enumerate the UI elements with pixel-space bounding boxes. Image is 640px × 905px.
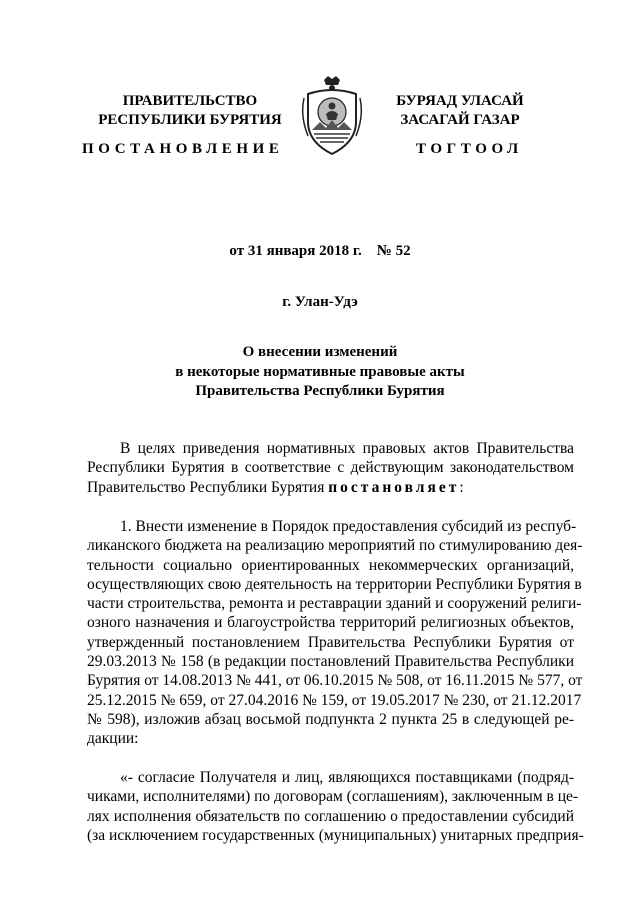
quoted-amendment [87, 768, 584, 845]
document-title [0, 343, 640, 402]
doc-type-left: ПОСТАНОВЛЕНИЕ [82, 141, 284, 157]
decision-keyword: постановляет [328, 478, 460, 496]
paragraph-line: части строительства, ремонта и реставрации зданий и сооружений религи- [87, 595, 582, 613]
paragraph-1 [87, 517, 583, 749]
preamble [87, 439, 574, 497]
paragraph-line: № 598), изложив абзац восьмой подпункта 2 пункта 25 в следующей ре- [87, 710, 574, 728]
title-line2: в некоторые нормативные правовые акты [175, 363, 465, 380]
preamble-line: В целях приведения нормативных правовых актов Правительства [120, 440, 574, 457]
paragraph-line: тельности социально ориентированных некоммерческих организаций, [87, 556, 574, 574]
org-name-right-line2: ЗАСАГАЙ ГАЗАР [400, 112, 520, 128]
org-name-right [375, 92, 545, 130]
paragraph-line: 1. Внести изменение в Порядок предоставления субсидий из респуб- [120, 518, 577, 535]
date-number: от 31 января 2018 г. № 52 [229, 243, 411, 259]
preamble-line-final [87, 478, 574, 497]
preamble-text: Правительство Республики Бурятия [87, 478, 329, 496]
org-name-right-line1: БУРЯАД УЛАСАЙ [396, 93, 524, 109]
title-line3: Правительства Республики Бурятия [195, 383, 445, 399]
city: г. Улан-Удэ [282, 294, 358, 310]
quote-line: (за исключением государственных (муниципальных) унитарных предприя- [87, 826, 584, 844]
paragraph-line: осуществляющих свою деятельность на территории Республики Бурятия в [87, 575, 582, 593]
quote-line: чиками, исполнителями) по договорам (соглашениям), заключенным в це- [87, 788, 579, 806]
coat-of-arms-emblem [298, 76, 366, 158]
paragraph-line: дакции: [87, 730, 139, 748]
quote-line: «- согласие Получателя и лиц, являющихся поставщиками (подряд- [120, 769, 574, 786]
paragraph-line: озного назначения и благоустройства территорий религиозных объектов, [87, 614, 574, 632]
paragraph-line: 25.12.2015 № 659, от 27.04.2016 № 159, от 19.05.2017 № 230, от 21.12.2017 [87, 691, 582, 709]
org-name-left-line1: ПРАВИТЕЛЬСТВО [122, 93, 258, 109]
preamble-line: Республики Бурятия в соответствие с действующим законодательством [87, 459, 574, 477]
org-name-left [95, 92, 285, 130]
paragraph-line: утвержденный постановлением Правительства Республики Бурятия от [87, 633, 574, 651]
paragraph-line: 29.03.2013 № 158 (в редакции постановлений Правительства Республики [87, 653, 574, 671]
title-line1: О внесении изменений [242, 344, 398, 360]
quote-line: лях исполнения обязательств по соглашению о предоставлении субсидий [87, 807, 574, 825]
paragraph-line: ликанского бюджета на реализацию мероприятий по стимулированию дея- [87, 537, 583, 555]
doc-type-right: ТОГТООЛ [416, 141, 523, 157]
preamble-colon: : [459, 478, 464, 496]
coat-of-arms-icon [298, 76, 366, 158]
paragraph-line: Бурятия от 14.08.2013 № 441, от 06.10.2015 № 508, от 16.11.2015 № 577, от [87, 672, 583, 690]
org-name-left-line2: РЕСПУБЛИКИ БУРЯТИЯ [98, 112, 282, 128]
